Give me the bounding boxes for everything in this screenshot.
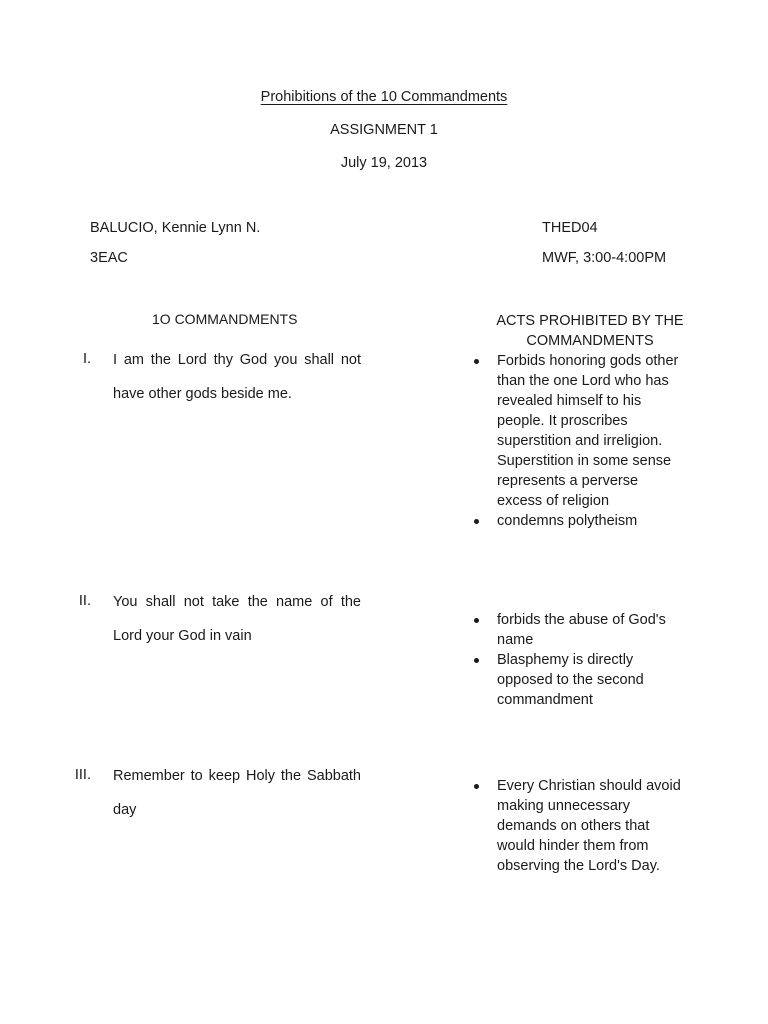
student-section: 3EAC [90,250,128,266]
commandments-column-heading: 1O COMMANDMENTS [152,311,298,327]
assignment-label: ASSIGNMENT 1 [330,122,438,138]
bullet-icon [474,618,479,623]
bullet-icon [474,519,479,524]
document-title-text: Prohibitions of the 10 Commandments [260,89,508,105]
prohibited-acts-column-heading: ACTS PROHIBITED BY THE COMMANDMENTS [496,313,684,349]
bullet-icon [474,359,479,364]
list-item [474,351,684,511]
prohibited-acts-list [474,351,684,531]
prohibited-acts-list [474,610,684,710]
list-item [474,610,684,650]
prohibited-act-text: Forbids honoring gods other than the one Lord who has revealed himself to his people. It proscribes superstition and irreligion. Superstition in some sense represents a perverse excess of religion [497,353,679,509]
prohibited-act-text: condemns polytheism [497,513,638,529]
list-item [474,511,684,531]
prohibited-act-text: forbids the abuse of God's name [497,612,666,648]
commandment-numeral: III. [74,767,91,783]
commandment-numeral: II. [78,593,91,609]
commandment-text: Remember to keep Holy the Sabbath day [113,768,361,818]
bullet-icon [474,784,479,789]
bullet-icon [474,658,479,663]
list-item [474,650,684,710]
list-item [474,776,684,876]
assignment-date: July 19, 2013 [340,155,428,171]
commandment-text: I am the Lord thy God you shall not have other gods beside me. [113,352,361,402]
prohibited-act-text: Blasphemy is directly opposed to the second commandment [497,652,644,708]
student-name: BALUCIO, Kennie Lynn N. [90,220,261,236]
document-title [0,89,768,105]
commandment-numeral: I. [82,351,91,367]
prohibited-acts-list [474,776,684,876]
course-code: THED04 [542,220,598,236]
prohibited-act-text: Every Christian should avoid making unnecessary demands on others that would hinder them from observing the Lord's Day. [497,778,681,874]
commandment-text: You shall not take the name of the Lord your God in vain [113,594,361,644]
course-schedule: MWF, 3:00-4:00PM [542,250,667,266]
